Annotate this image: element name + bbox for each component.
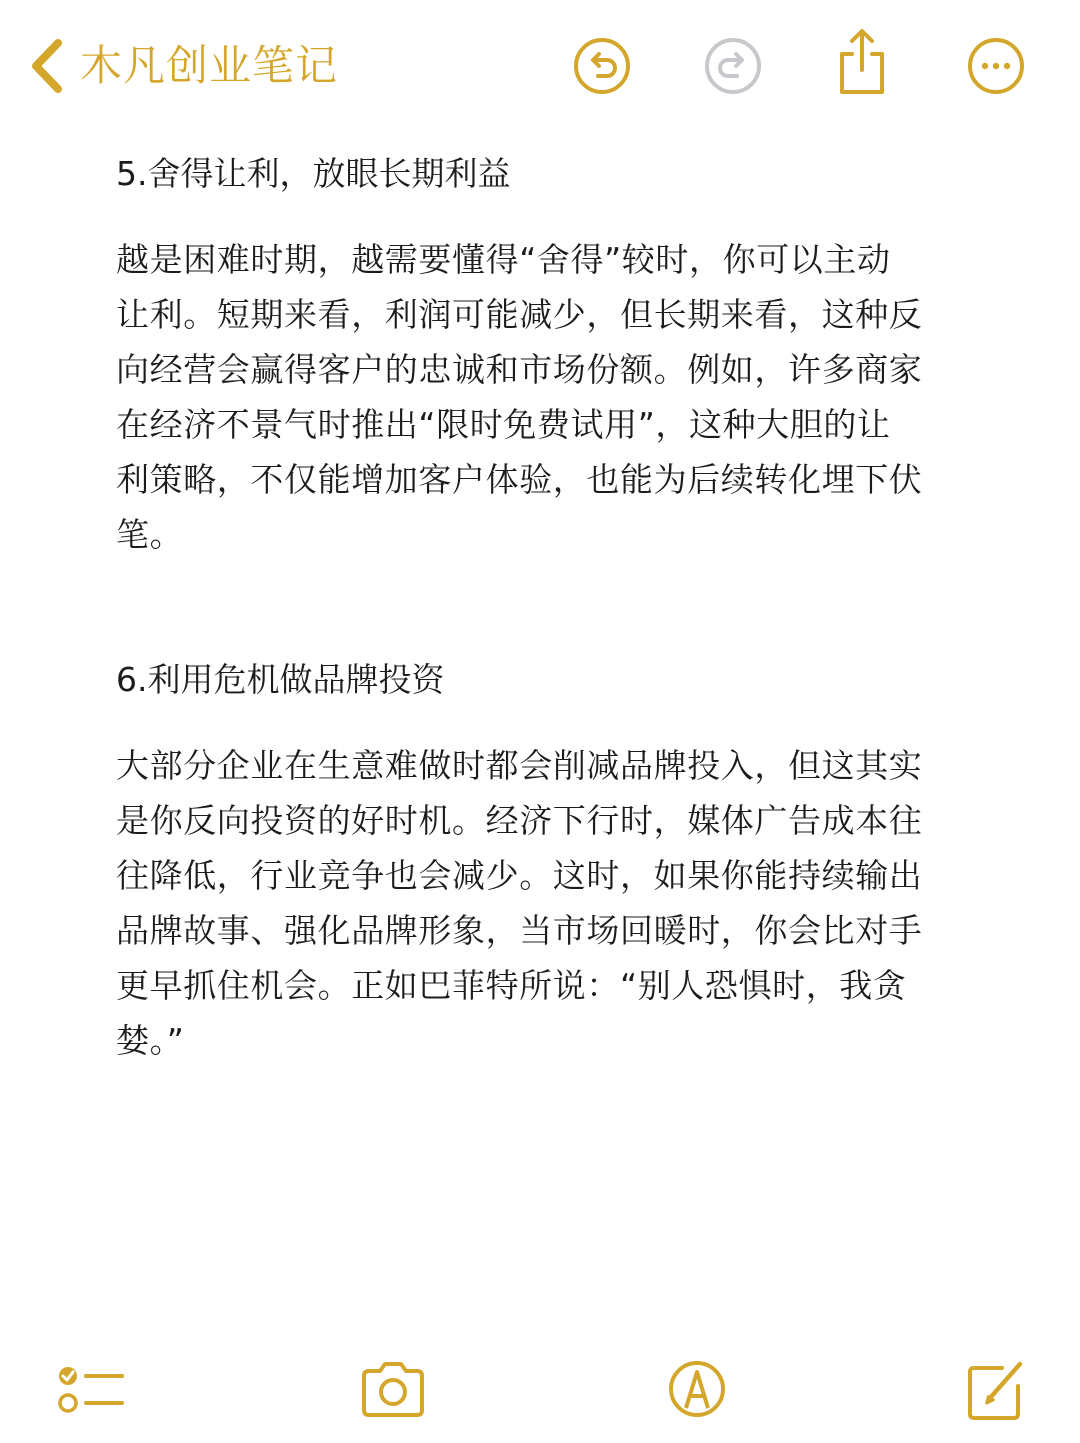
paragraph-line: 更早抓住机会。正如巴菲特所说：“别人恐惧时，我贪	[116, 966, 907, 1005]
markup-button[interactable]	[662, 1356, 732, 1422]
paragraph-line: 利策略，不仅能增加客户体验，也能为后续转化埋下伏	[116, 460, 923, 499]
paragraph-line: 婪。”	[116, 1021, 185, 1060]
compose-icon	[962, 1356, 1032, 1422]
paragraph-line: 让利。短期来看，利润可能减少，但长期来看，这种反	[116, 295, 923, 334]
checklist-button[interactable]	[56, 1356, 126, 1422]
checklist-icon	[56, 1356, 126, 1422]
paragraph-line: 品牌故事、强化品牌形象，当市场回暖时，你会比对手	[116, 911, 923, 950]
compose-button[interactable]	[962, 1356, 1032, 1422]
paragraph-line: 在经济不景气时推出“限时免费试用”，这种大胆的让	[116, 405, 891, 444]
paragraph-line: 向经营会赢得客户的忠诚和市场份额。例如，许多商家	[116, 350, 923, 389]
navigation-bar	[0, 0, 1080, 130]
note-body[interactable]	[116, 144, 996, 1068]
section-heading: 6.利用危机做品牌投资	[116, 660, 445, 699]
paragraph-line: 是你反向投资的好时机。经济下行时，媒体广告成本往	[116, 801, 923, 840]
camera-icon	[358, 1356, 428, 1422]
redo-icon	[703, 36, 763, 96]
back-label: 木凡创业笔记	[80, 41, 339, 90]
undo-button[interactable]	[572, 36, 632, 96]
bottom-toolbar	[0, 1350, 1080, 1430]
redo-button[interactable]	[703, 36, 763, 96]
chevron-left-icon	[28, 37, 66, 95]
paragraph-line: 越是困难时期，越需要懂得“舍得”较时，你可以主动	[116, 240, 891, 279]
paragraph-line: 大部分企业在生意难做时都会削减品牌投入，但这其实	[116, 746, 923, 785]
undo-icon	[572, 36, 632, 96]
more-button[interactable]	[966, 36, 1026, 96]
more-icon	[966, 36, 1026, 96]
paragraph-line: 往降低，行业竞争也会减少。这时，如果你能持续输出	[116, 856, 923, 895]
paragraph-line: 笔。	[116, 515, 184, 554]
camera-button[interactable]	[358, 1356, 428, 1422]
markup-icon	[662, 1356, 732, 1422]
section-heading: 5.舍得让利，放眼长期利益	[116, 154, 511, 193]
back-button[interactable]	[28, 34, 338, 98]
share-icon	[832, 28, 892, 96]
share-button[interactable]	[832, 28, 892, 96]
